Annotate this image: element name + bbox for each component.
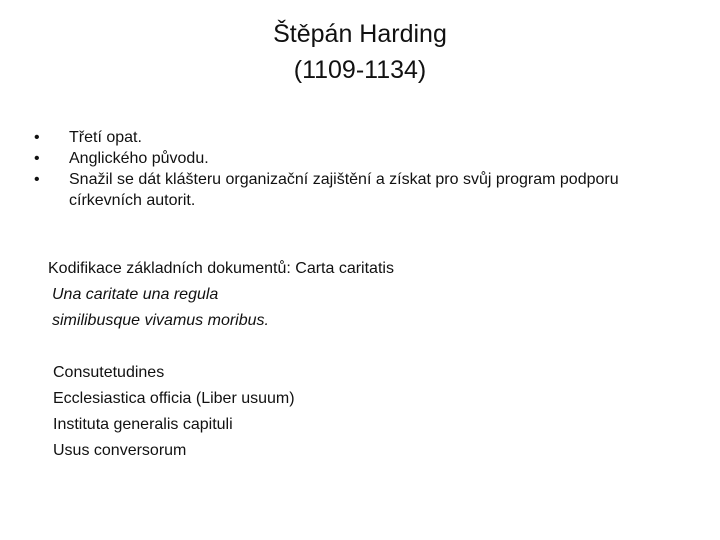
bullet-text: Snažil se dát klášteru organizační zajištění a získat pro svůj program podporu církevních autorit. [69, 171, 619, 209]
document-item: Instituta generalis capituli [53, 416, 233, 433]
bullet-list [34, 127, 674, 211]
title-years: (1109-1134) [293, 56, 427, 84]
motto-line-1: Una caritate una regula [52, 286, 219, 303]
bullet-text: Třetí opat. [69, 129, 142, 146]
motto-line-2: similibusque vivamus moribus. [52, 312, 269, 329]
bullet-text: Anglického původu. [69, 150, 209, 167]
document-item: Ecclesiastica officia (Liber usuum) [53, 390, 295, 407]
document-list [53, 360, 693, 464]
document-item: Usus conversorum [53, 442, 187, 459]
bullet-dot-icon: • [34, 150, 40, 167]
codification-label: Kodifikace základních dokumentů: Carta caritatis [48, 260, 394, 277]
bullet-dot-icon: • [34, 171, 40, 188]
slide-title [0, 16, 720, 88]
bullet-dot-icon: • [34, 129, 40, 146]
bullet-item [34, 169, 674, 211]
bullet-item [34, 127, 674, 148]
document-item: Consutetudines [53, 364, 165, 381]
bullet-item [34, 148, 674, 169]
codification-block [48, 256, 688, 334]
title-name: Štěpán Harding [273, 20, 447, 48]
